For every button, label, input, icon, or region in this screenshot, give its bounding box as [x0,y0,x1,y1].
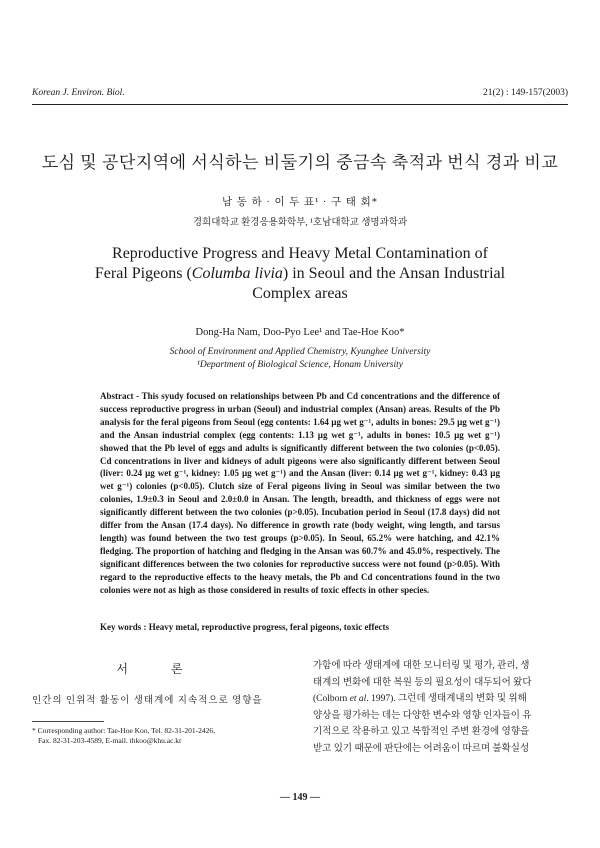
abstract: Abstract - This syudy focused on relationships between Pb and Cd concentrations and the difference of success reproductive progress in urban (Seoul) and industrial complex (Ansan) areas. Results of the Pb analysis for the feral pigeons from Seoul (egg contents: 1.64 µg wet g⁻¹, adults in bones: 29.5 µg wet g⁻¹) and the Ansan industrial complex (egg contents: 1.13 µg wet g⁻¹, adults in bones: 10.5 µg wet g⁻¹) showed that the Pb level of eggs and adults is significantly different between the two colonies (p<0.05). Cd concentrations in liver and kidneys of adult pigeons were also significantly different between Seoul (liver: 0.24 µg wet g⁻¹, kidney: 1.05 µg wet g⁻¹) and the Ansan (liver: 0.14 µg wet g⁻¹, kidney: 0.43 µg wet g⁻¹) colonies (p<0.05). Clutch size of Feral pigeons living in Seoul was similar between the two colonies, 1.9±0.3 in Seoul and 2.0±0.0 in Ansan. The length, breadth, and thickness of eggs were not significantly different between the two colonies (p>0.05). Incubation period in Seoul (17.8 days) did not differ from the Ansan (17.4 days). No difference in growth rate (body weight, wing length, and tarsus length) was found between the two test groups (p>0.05). In Seoul, 65.2% were hatching, and 42.1% fledging. The proportion of hatching and fledging in the Ansan was 60.7% and 45.0%, respectively. The significant differences between the two colonies for reproductive success were not found (p>0.05). With regard to the reproductive effects to the heavy metals, the Pb and Cd concentrations found in the two colonies were not as high as those considered in results of toxic effects in other species. [100,391,500,595]
korean-title: 도심 및 공단지역에 서식하는 비둘기의 중금속 축적과 번식 경과 비교 [41,153,559,172]
english-title-line2: Feral Pigeons (Columba livia) in Seoul and the Ansan Industrial [94,265,506,282]
col2-line5: 기적으로 작용하고 있고 복합적인 주변 환경에 영향을 [313,727,530,737]
english-title-line1: Reproductive Progress and Heavy Metal Contamination of [112,245,488,262]
footnote-line2: Fax. 82-31-203-4589, E-mail. thkoo@khu.ac.kr [38,736,182,745]
korean-authors: 남 동 하 · 이 두 표¹ · 구 태 회* [222,197,378,208]
col2-line6: 받고 있기 때문에 판단에는 어려움이 따르며 불확실성 [313,743,530,754]
affiliation-line1: School of Environment and Applied Chemistry, Kyunghee University [169,347,431,357]
intro-column1-text: 인간의 인위적 활동이 생태계에 지속적으로 영향을 [32,696,263,706]
et-al: et al [349,694,367,704]
footnote-line1: * Corresponding author: Tae-Hoe Koo, Tel. 82-31-201-2426, [32,726,216,735]
english-title-line3: Complex areas [252,285,348,302]
page-number: — 149 — [280,792,320,803]
keywords: Key words : Heavy metal, reproductive progress, feral pigeons, toxic effects [100,622,390,632]
species-name: Columba livia [191,265,283,282]
journal-name: Korean J. Environ. Biol. [32,88,125,98]
intro-column2 [313,658,568,757]
english-affiliations [0,346,600,372]
footnote-rule [32,721,104,722]
col2-line2: 태계의 변화에 대한 복원 등의 필요성이 대두되어 왔다 [313,677,532,688]
section-heading: 서 론 [116,662,203,676]
col2-line1: 가함에 따라 생태계에 대한 모니터링 및 평가, 관리, 생 [313,661,530,671]
col2-line3: (Colborn et al. 1997). 그런데 생태계내의 변화 및 위해 [313,694,527,704]
col2-line4: 양상을 평가하는 데는 다양한 변수와 영향 인자들이 유 [313,710,532,721]
header-rule [32,104,568,105]
english-title [60,244,540,304]
korean-affiliation: 경희대학교 환경응용화학부, ¹호남대학교 생명과학과 [192,218,408,228]
english-authors: Dong-Ha Nam, Doo-Pyo Lee¹ and Tae-Hoe Koo* [195,327,405,338]
footnote [32,726,292,746]
journal-citation: 21(2) : 149-157(2003) [483,88,568,98]
affiliation-line2: ¹Department of Biological Science, Honam University [197,360,403,370]
